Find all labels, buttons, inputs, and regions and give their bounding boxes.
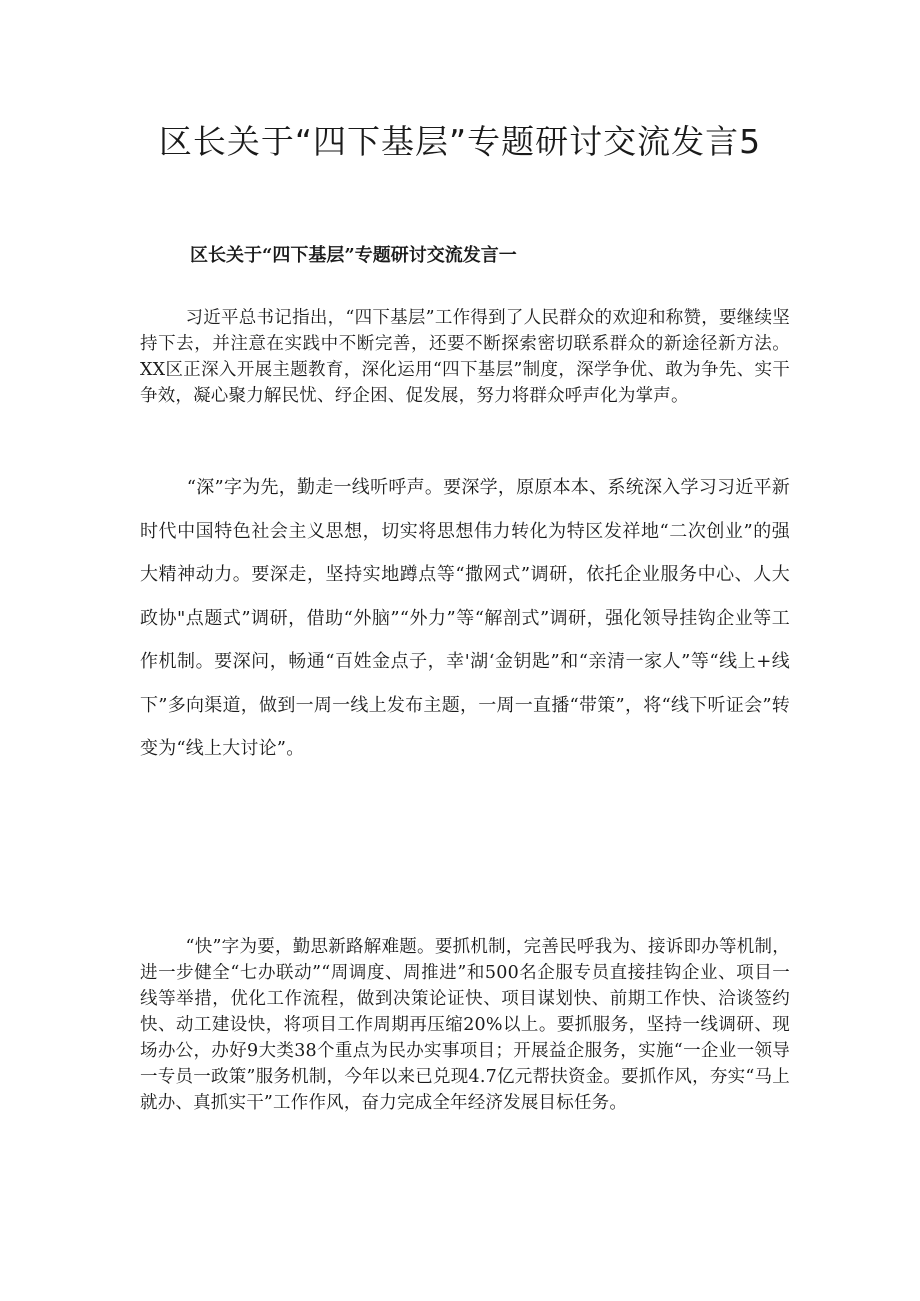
document-title: 区长关于“四下基层”专题研讨交流发言5 [158,122,762,161]
section-heading: 区长关于“四下基层”专题研讨交流发言一 [190,245,517,266]
paragraph-shen: “深”字为先，勤走一线听呼声。要深学，原原本本、系统深入学习习近平新时代中国特色社会主义思想，切实将思想伟力转化为特区发祥地“二次创业”的强大精神动力。要深走，坚持实地蹲点等“撒网式”调研，依托企业服务中心、人大政协"点题式”调研，借助“外脑”“外力”等“解剖式”调研，强化领导挂钩企业等工作机制。要深问，畅通“百姓金点子，幸'湖‘金钥匙”和“亲清一家人”等“线上+线下”多向渠道，做到一周一线上发布主题，一周一直播“带策”，将“线下听证会”转变为“线上大讨论”。 [140,477,790,759]
paragraph-intro: 习近平总书记指出，“四下基层”工作得到了人民群众的欢迎和称赞，要继续坚持下去，并注意在实践中不断完善，还要不断探索密切联系群众的新途径新方法。XX区正深入开展主题教育，深化运用“四下基层”制度，深学争优、敢为争先、实干争效，凝心聚力解民忧、纾企困、促发展，努力将群众呼声化为掌声。 [140,308,790,406]
paragraph-kuai: “快”字为要，勤思新路解难题。要抓机制，完善民呼我为、接诉即办等机制，进一步健全“七办联动”“周调度、周推进”和500名企服专员直接挂钩企业、项目一线等举措，优化工作流程，做到决策论证快、项目谋划快、前期工作快、洽谈签约快、动工建设快，将项目工作周期再压缩20%以上。要抓服务，坚持一线调研、现场办公，办好9大类38个重点为民办实事项目；开展益企服务，实施“一企业一领导一专员一政策”服务机制，今年以来已兑现4.7亿元帮扶资金。要抓作风，夯实“马上就办、真抓实干”工作作风，奋力完成全年经济发展目标任务。 [140,937,790,1113]
